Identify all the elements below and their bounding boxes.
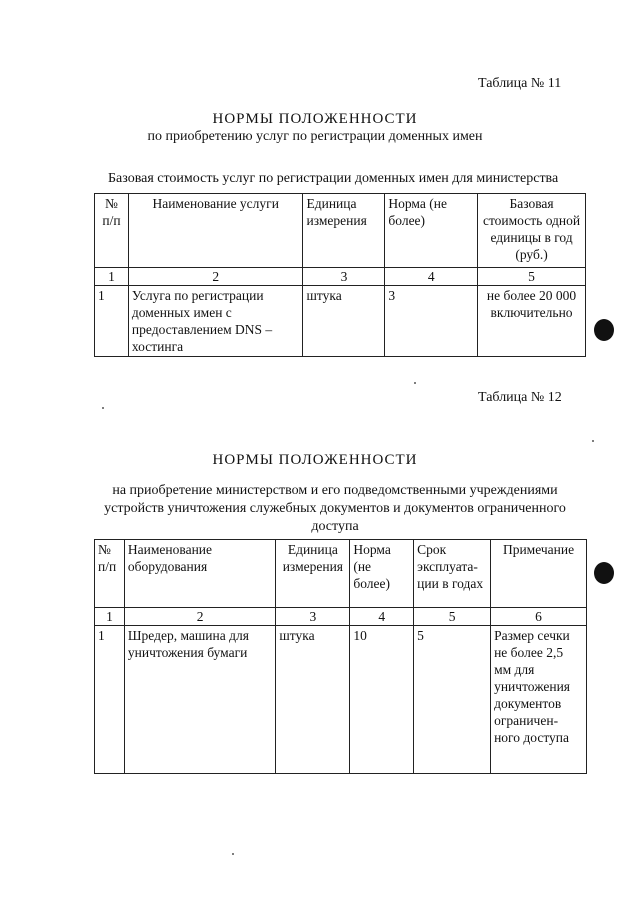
table-11-number-row bbox=[95, 268, 586, 286]
number-cell: 4 bbox=[350, 608, 414, 626]
cell: Шредер, машина для уничтожения бумаги bbox=[124, 626, 275, 774]
table-12-title: НОРМЫ ПОЛОЖЕННОСТИ bbox=[212, 452, 418, 468]
cell: Размер сечки не более 2,5 мм для уничтожения документов ограничен-ного доступа bbox=[491, 626, 587, 774]
table-12 bbox=[94, 539, 587, 774]
table-11-caption: Базовая стоимость услуг по регистрации доменных имен для министерства bbox=[108, 171, 559, 186]
header-cell: Наименование услуги bbox=[128, 194, 303, 268]
cell: 10 bbox=[350, 626, 414, 774]
cell: штука bbox=[276, 626, 350, 774]
number-cell: 1 bbox=[95, 608, 125, 626]
header-cell: № п/п bbox=[95, 194, 129, 268]
cell: 1 bbox=[95, 626, 125, 774]
cell: 5 bbox=[414, 626, 491, 774]
table-12-subtitle bbox=[60, 482, 610, 536]
table-11-label: Таблица № 11 bbox=[478, 76, 562, 91]
table-row bbox=[95, 626, 587, 774]
scan-speck bbox=[414, 382, 416, 384]
table-11-header-row bbox=[95, 194, 586, 268]
subtitle-line: на приобретение министерством и его подведомственными учреждениями bbox=[112, 483, 558, 498]
cell: Услуга по регистрации доменных имен с предоставлением DNS – хостинга bbox=[128, 286, 303, 357]
header-cell: Норма (не более) bbox=[350, 540, 414, 608]
header-cell: Срок эксплуата-ции в годах bbox=[414, 540, 491, 608]
punch-hole-icon bbox=[594, 562, 614, 584]
number-cell: 1 bbox=[95, 268, 129, 286]
header-cell: Наименование оборудования bbox=[124, 540, 275, 608]
header-cell: Базовая стоимость одной единицы в год (руб.) bbox=[478, 194, 586, 268]
table-12-label: Таблица № 12 bbox=[478, 390, 562, 405]
header-cell: № п/п bbox=[95, 540, 125, 608]
punch-hole-icon bbox=[594, 319, 614, 341]
number-cell: 2 bbox=[128, 268, 303, 286]
number-cell: 3 bbox=[303, 268, 385, 286]
header-cell: Единица измерения bbox=[303, 194, 385, 268]
table-row bbox=[95, 286, 586, 357]
table-11-subtitle: по приобретению услуг по регистрации доменных имен bbox=[147, 129, 483, 144]
table-11 bbox=[94, 193, 586, 357]
cell: не более 20 000 включительно bbox=[478, 286, 586, 357]
scan-speck bbox=[102, 407, 104, 409]
table-12-number-row bbox=[95, 608, 587, 626]
number-cell: 6 bbox=[491, 608, 587, 626]
header-cell: Примечание bbox=[491, 540, 587, 608]
header-cell: Единица измерения bbox=[276, 540, 350, 608]
number-cell: 5 bbox=[414, 608, 491, 626]
scan-speck bbox=[592, 440, 594, 442]
cell: 1 bbox=[95, 286, 129, 357]
table-11-title: НОРМЫ ПОЛОЖЕННОСТИ bbox=[212, 111, 418, 127]
table-12-header-row bbox=[95, 540, 587, 608]
subtitle-line: устройств уничтожения служебных документов и документов ограниченного bbox=[104, 501, 566, 516]
number-cell: 3 bbox=[276, 608, 350, 626]
number-cell: 5 bbox=[478, 268, 586, 286]
subtitle-line: доступа bbox=[311, 519, 359, 534]
scan-speck bbox=[232, 853, 234, 855]
number-cell: 4 bbox=[385, 268, 478, 286]
number-cell: 2 bbox=[124, 608, 275, 626]
header-cell: Норма (не более) bbox=[385, 194, 478, 268]
cell: штука bbox=[303, 286, 385, 357]
cell: 3 bbox=[385, 286, 478, 357]
